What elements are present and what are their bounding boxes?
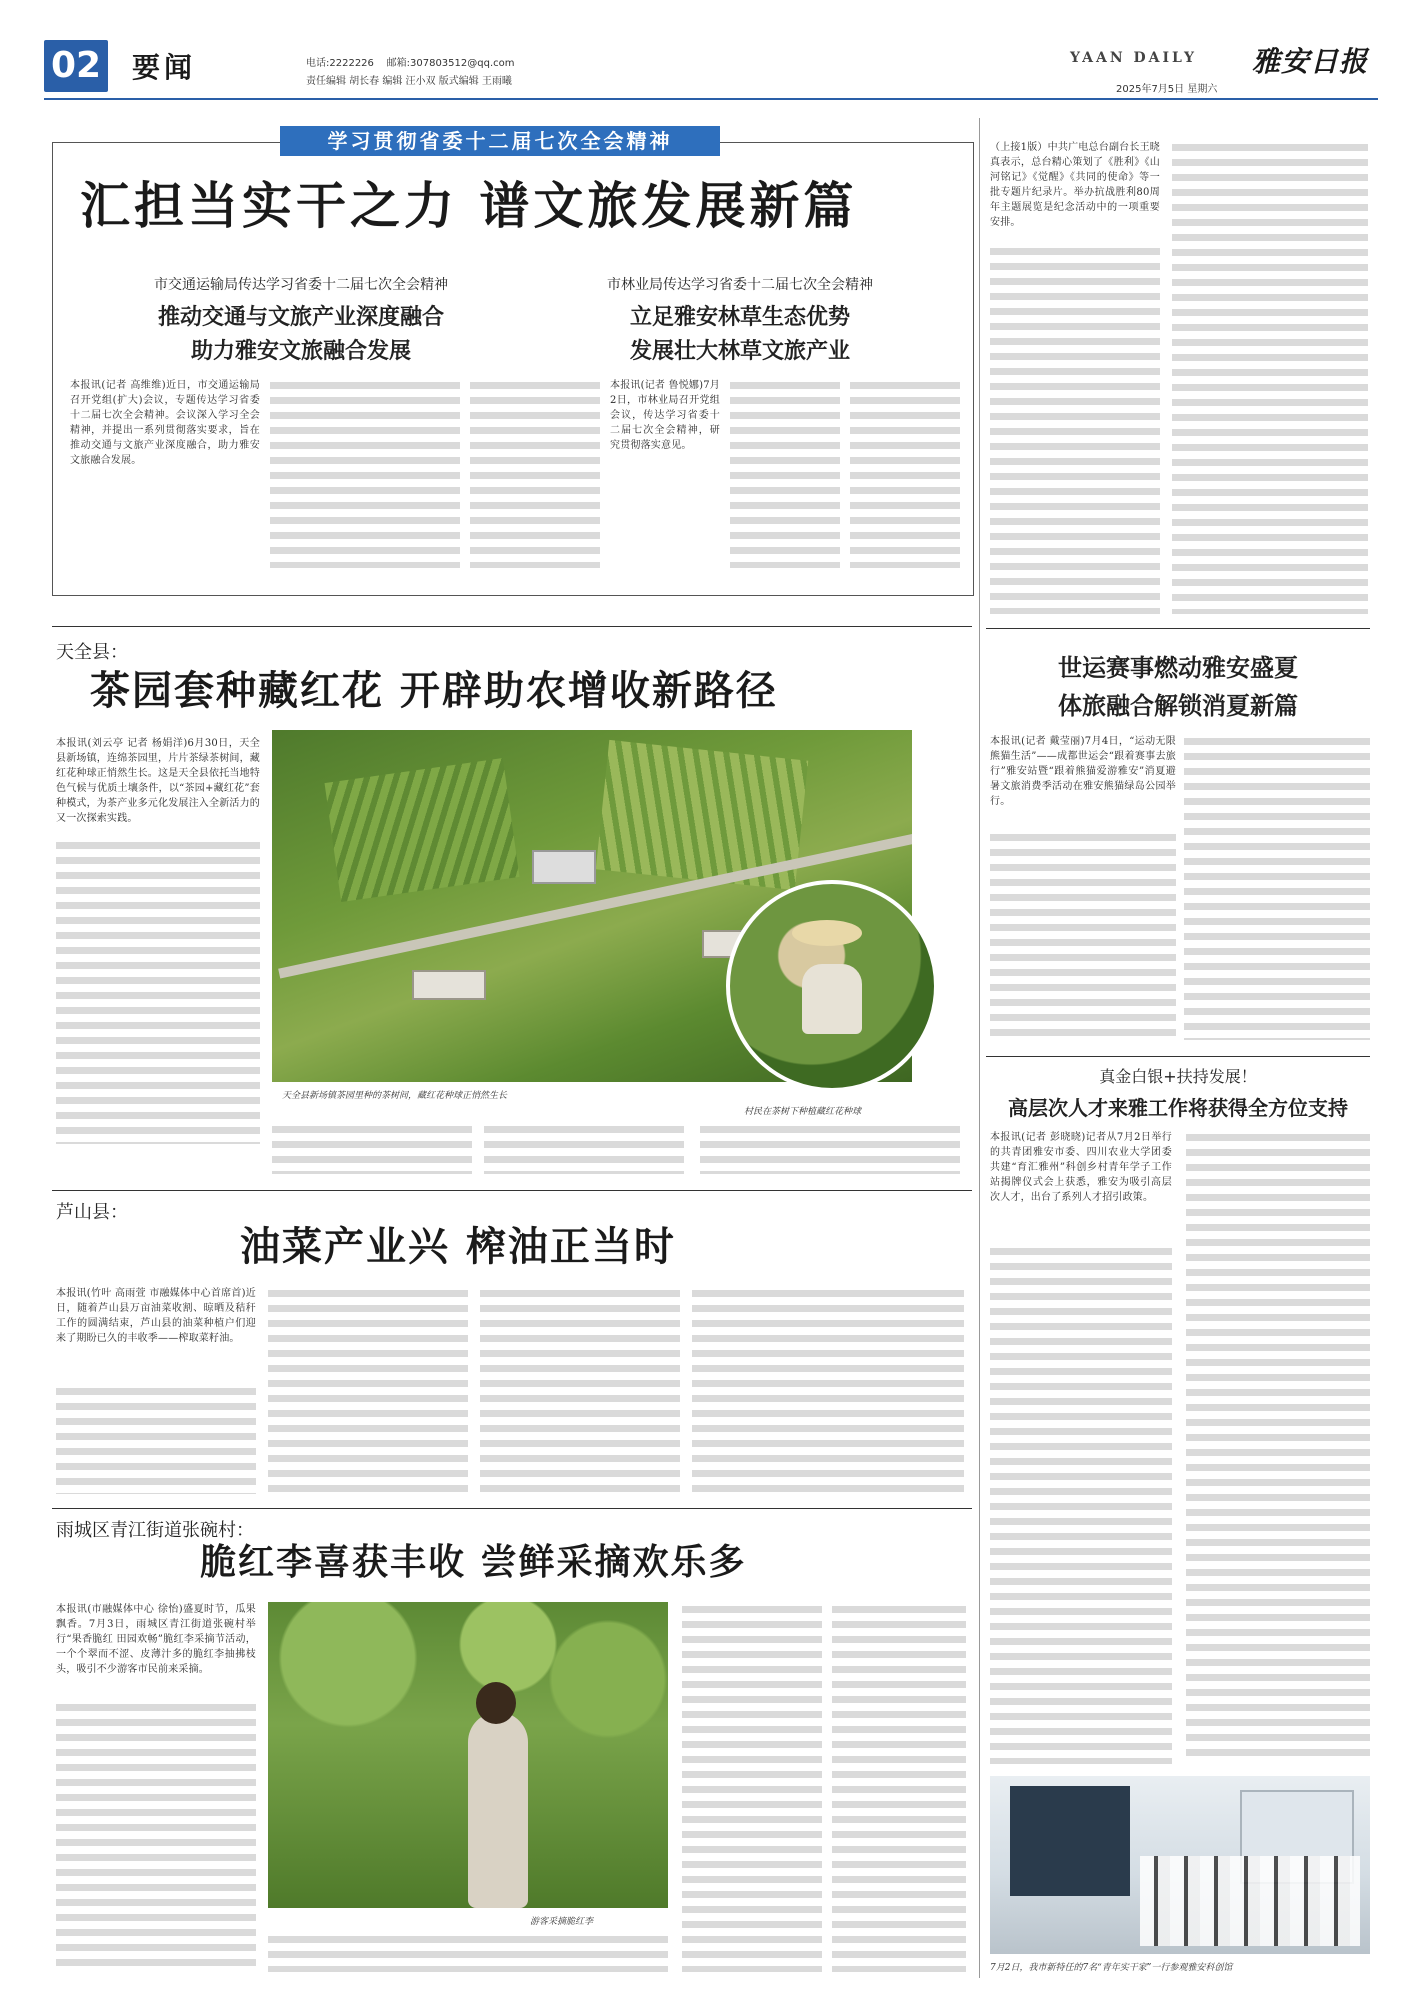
email: 邮箱:307803512@qq.com (386, 58, 515, 69)
story-d-body-2 (1184, 734, 1370, 1040)
story-e-caption-2: 村民在茶树下种植藏红花种球 (744, 1107, 862, 1117)
story-h-place: 雨城区青江街道张碗村： (56, 1520, 254, 1541)
story-h-lead: 本报讯(市融媒体中心 徐怡)盛夏时节，瓜果飘香。7月3日，雨城区青江街道张碗村举行“果香脆红 田园欢畅”脆红李采摘节活动，一个个翠而不涩、皮薄汁多的脆红李抽拂枝头，吸引不少游客市民前来采摘。 (56, 1604, 256, 1675)
story-h-body-2 (268, 1932, 668, 1972)
story-f-body-4 (692, 1286, 964, 1494)
story-h-body-1 (56, 1700, 256, 1970)
story-a-title-1: 推动交通与文旅产业深度融合 (157, 305, 444, 330)
visitor-head (476, 1682, 516, 1724)
story-b-kicker: 市林业局传达学习省委十二届七次全会精神 (607, 277, 873, 293)
story-f-lead: 本报讯(竹叶 高雨萱 市融媒体中心首席首)近日，随着芦山县万亩油菜收割、晾晒及秸秆工作的圆满结束，芦山县的油菜种植户们迎来了期盼已久的丰收季——榨取菜籽油。 (56, 1288, 256, 1344)
contact-line (306, 54, 515, 69)
story-g-top-rule (986, 1056, 1370, 1057)
story-f-body-1 (56, 1384, 256, 1494)
story-e-place: 天全县： (56, 642, 128, 663)
photo-terrace-field (325, 758, 520, 902)
story-c-body-2 (1172, 140, 1368, 614)
story-f-body-3 (480, 1286, 680, 1494)
main-headline: 汇担当实干之力 谱文旅发展新篇 (80, 177, 858, 235)
visitor-group (1140, 1856, 1360, 1946)
story-b-lead: 本报讯(记者 鲁悦娜)7月2日，市林业局召开党组会议，传达学习省委十二届七次全会精神，研究贯彻落实意见。 (610, 380, 720, 451)
story-e-top-rule (52, 626, 972, 627)
feature-banner (280, 126, 720, 156)
farmer-shirt-shape (802, 964, 862, 1034)
story-e-body-4 (700, 1122, 960, 1174)
straw-hat-shape (792, 920, 862, 946)
story-e-body-1 (56, 838, 260, 1144)
story-h-title: 脆红李喜获丰收 尝鲜采摘欢乐多 (200, 1542, 747, 1583)
visitor-figure (468, 1712, 528, 1908)
story-c-lead: （上接1版）中共广电总台副台长王晓真表示，总台精心策划了《胜利》《山河铭记》《觉醒》《共同的使命》等一批专题片纪录片。举办抗战胜利80周年主题展览是纪念活动中的一项重要安排。 (990, 142, 1160, 228)
story-g-title: 高层次人才来雅工作将获得全方位支持 (1008, 1096, 1348, 1120)
plum-picking-photo (268, 1602, 668, 1908)
story-g-lead: 本报讯(记者 彭晓晓)记者从7月2日举行的共青团雅安市委、四川农业大学团委共建“育汇雅州”科创乡村青年学子工作站揭牌仪式会上获悉，雅安为吸引高层次人才，出台了系列人才招引政策。 (990, 1132, 1172, 1203)
editors-line: 责任编辑 胡长春 编辑 汪小双 版式编辑 王雨曦 (306, 76, 512, 87)
paper-english-name: YAAN DAILY (1070, 50, 1197, 66)
story-f-title: 油菜产业兴 榨油正当时 (240, 1224, 676, 1270)
story-f-top-rule (52, 1190, 972, 1191)
story-e-caption-1: 天全县新场镇茶园里种的茶树间，藏红花种球正悄然生长 (282, 1091, 508, 1101)
phone: 电话:2222226 (306, 58, 374, 69)
column-divider (979, 118, 980, 1978)
story-e-body-2 (272, 1122, 472, 1174)
story-e-body-3 (484, 1122, 684, 1174)
masthead-rule (44, 98, 1378, 100)
story-e-lead: 本报讯(刘云亭 记者 杨娟洋)6月30日，天全县新场镇，连绵茶园里，片片茶绿茶树间，藏红花种球正悄然生长。这是天全县依托当地特色气候与优质土壤条件，以“茶园+藏红花”套种模式，为茶产业多元化发展注入全新活力的又一次探索实践。 (56, 738, 260, 824)
story-a-title-2: 助力雅安文旅融合发展 (190, 339, 411, 364)
story-d-top-rule (986, 628, 1370, 629)
story-d-title-2: 体旅融合解锁消夏新篇 (1058, 692, 1298, 720)
farmer-inset-photo (726, 880, 938, 1092)
story-h-body-3 (682, 1602, 822, 1972)
photo-houses (532, 850, 596, 884)
story-f-body-2 (268, 1286, 468, 1494)
story-g-body-1 (990, 1244, 1172, 1764)
story-b-title-1: 立足雅安林草生态优势 (629, 305, 850, 330)
section-title: 要闻 (132, 51, 197, 84)
story-d-title-1: 世运赛事燃动雅安盛夏 (1058, 654, 1298, 682)
exhibition-group-photo (990, 1776, 1370, 1954)
page-number: 02 (50, 45, 102, 86)
story-e-title: 茶园套种藏红花 开辟助农增收新路径 (90, 668, 778, 714)
story-h-caption: 游客采摘脆红李 (530, 1917, 594, 1927)
display-wall (1010, 1786, 1130, 1896)
story-g-caption: 7月2日，我市新特任的7名“青年实干家”一行参观雅安科创馆 (990, 1963, 1233, 1973)
story-b-title-2: 发展壮大林草文旅产业 (629, 339, 850, 364)
banner-text: 学习贯彻省委十二届七次全会精神 (327, 129, 673, 153)
story-h-top-rule (52, 1508, 972, 1509)
story-a-body-2 (470, 378, 600, 568)
story-g-body-2 (1186, 1130, 1370, 1764)
story-d-lead: 本报讯(记者 戴莹丽)7月4日，“运动无限 熊猫生活”——成都世运会“跟着赛事去旅行”雅安站暨“跟着熊猫爱游雅安”消夏避暑文旅消费季活动在雅安熊猫绿岛公园举行。 (990, 736, 1176, 807)
story-f-place: 芦山县： (56, 1202, 128, 1223)
story-a-kicker: 市交通运输局传达学习省委十二届七次全会精神 (154, 277, 448, 293)
issue-date: 2025年7月5日 星期六 (1116, 84, 1218, 95)
story-d-body-1 (990, 830, 1176, 1040)
story-c-body-1 (990, 244, 1160, 614)
story-h-body-4 (832, 1602, 966, 1972)
story-a-body-1 (270, 378, 460, 568)
page-number-badge (44, 40, 108, 92)
story-a-lead: 本报讯(记者 高维维)近日，市交通运输局召开党组(扩大)会议，专题传达学习省委十二届七次全会精神。会议深入学习全会精神，并提出一系列贯彻落实要求，旨在推动交通与文旅产业深度融合，助力雅安文旅融合发展。 (70, 380, 260, 466)
foliage-layer (268, 1602, 668, 1742)
story-b-body-2 (850, 378, 960, 568)
story-b-body-1 (730, 378, 840, 568)
paper-logo: 雅安日报 (1252, 45, 1369, 78)
story-g-kicker: 真金白银+扶持发展！ (1099, 1067, 1257, 1086)
photo-houses (412, 970, 486, 1000)
